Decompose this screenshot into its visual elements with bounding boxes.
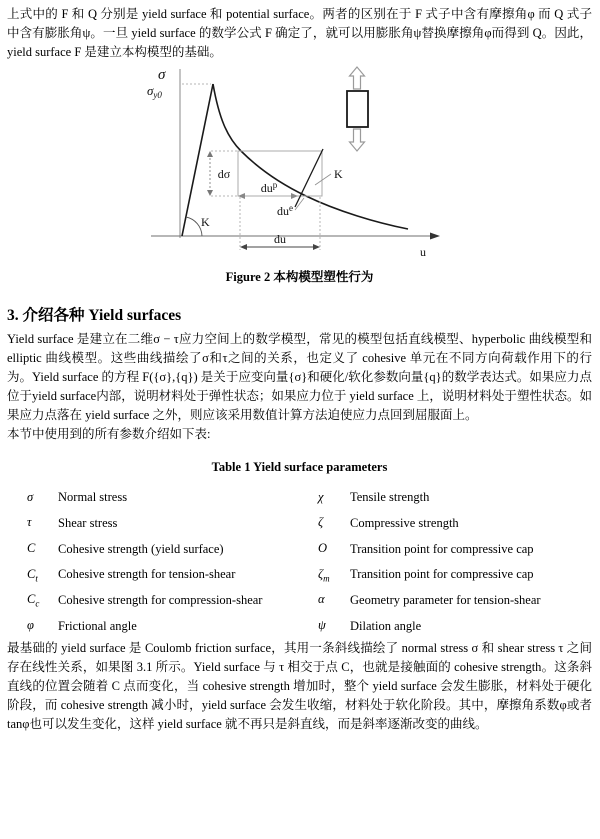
table-row xyxy=(27,536,592,562)
table-row xyxy=(27,613,592,639)
param-desc: Tensile strength xyxy=(350,490,430,505)
tension-down-arrow-icon xyxy=(350,129,365,151)
du-p-arrow-right xyxy=(291,193,298,199)
param-desc: Normal stress xyxy=(58,490,128,505)
param-symbol: $C_t$ xyxy=(27,566,38,584)
paragraph-coulomb: 最基础的 yield surface 是 Coulomb friction surface，其用一条斜线描绘了 normal stress σ 和 shear stress τ 之间存在线性关系，如果图 3.1 所示。Yield surface 与 τ 相交于点 C，也就是接触面的 cohesive strength。这条斜直线的位置会随着 C 点而变化，当 cohesive strength 增加时，整个 yield surface 会发生膨胀，材料处于硬化阶段，而 cohesive strength 减小时，yield surface 会发生收缩，材料处于软化阶段。其中，摩擦角系数φ或者tanφ也可以发生变化，这样 yield surface 就不再只是斜直线，而是斜率逐渐改变的曲线。 xyxy=(7,641,592,732)
du-arrow-right xyxy=(313,244,320,250)
param-symbol: φ xyxy=(27,618,34,633)
param-desc: Frictional angle xyxy=(58,618,137,633)
param-desc: Cohesive strength for compression-shear xyxy=(58,593,263,608)
param-symbol: O xyxy=(318,540,328,555)
table1-parameters xyxy=(7,485,592,639)
figure2-plot xyxy=(115,66,460,264)
table1-title: Table 1 Yield surface parameters xyxy=(211,460,388,474)
table-row xyxy=(27,511,592,537)
x-axis-arrowhead xyxy=(430,233,440,240)
param-desc: Geometry parameter for tension-shear xyxy=(350,593,541,608)
k-unload-label: K xyxy=(334,167,343,181)
param-desc: Shear stress xyxy=(58,516,118,531)
param-desc: Dilation angle xyxy=(350,618,422,633)
d-sigma-arrow-down xyxy=(207,190,213,196)
du-arrow-left xyxy=(240,244,247,250)
k-angle-arc xyxy=(186,217,202,236)
k-origin-label: K xyxy=(201,215,210,229)
du-p-label: $du^p$ xyxy=(260,180,278,195)
figure2 xyxy=(7,66,592,287)
sigma-y0-label: $\sigma_{y0}$ xyxy=(147,83,162,100)
du-label: du xyxy=(274,232,286,246)
table-row xyxy=(27,562,592,588)
table-row xyxy=(27,588,592,614)
param-desc: Cohesive strength for tension-shear xyxy=(58,567,236,582)
elastic-loading-line xyxy=(182,84,213,236)
section-heading: 3. 介绍各种 Yield surfaces xyxy=(7,307,182,324)
paragraph-table-intro: 本节中使用到的所有参数介绍如下表: xyxy=(7,427,211,441)
tension-up-arrow-icon xyxy=(350,67,365,89)
table-row xyxy=(27,485,592,511)
sigma-axis-label: σ xyxy=(158,67,166,83)
param-symbol: σ xyxy=(27,489,34,504)
param-symbol: α xyxy=(318,592,325,607)
param-desc: Compressive strength xyxy=(350,516,459,531)
paragraph-yield-surface: Yield surface 是建立在二维σ − τ应力空间上的数学模型，常见的模型包括直线模型、hyperbolic 曲线模型和 elliptic 曲线模型。这些曲线描绘了σ和τ之间的关系，也定义了 cohesive 单元在不同方向荷载作用下的行为。Yield surface 的方程 F({σ},{q}) 是关于应变向量{σ}和硬化/软化参数向量{q}的数学表达式。如果应力点位于yield surface内部，说明材料处于弹性状态；如果应力位于 yield surface 上，说明材料处于塑性状态。如果应力点落在 yield surface 之外，则应该采用数值计算方法迫使应力点回到屈服面上。 xyxy=(7,332,592,422)
param-symbol: C xyxy=(27,540,36,555)
param-desc: Transition point for compressive cap xyxy=(350,541,534,556)
param-symbol: ψ xyxy=(318,618,326,633)
increment-rectangle xyxy=(238,151,322,196)
d-sigma-label: dσ xyxy=(217,167,231,181)
k-unload-leader-line xyxy=(315,174,331,185)
param-symbol: $\zeta_m$ xyxy=(318,566,330,584)
param-desc: Cohesive strength (yield surface) xyxy=(58,541,224,556)
param-symbol: ζ xyxy=(318,515,324,530)
softening-curve xyxy=(213,84,408,229)
u-axis-label: u xyxy=(420,245,426,259)
d-sigma-arrow-up xyxy=(207,151,213,157)
param-desc: Transition point for compressive cap xyxy=(350,567,534,582)
du-p-arrow-left xyxy=(238,193,245,199)
paragraph-intro: 上式中的 F 和 Q 分别是 yield surface 和 potential surface。两者的区别在于 F 式子中含有摩擦角φ 而 Q 式子中含有膨胀角ψ。一旦 yield surface 的数学公式 F 确定了，就可以用膨胀角ψ替换摩擦角φ而得到 Q。因此，yield surface F 是建立本构模型的基础。 xyxy=(7,7,592,59)
du-e-label: $du^e$ xyxy=(277,203,293,218)
figure2-caption: Figure 2 本构模型塑性行为 xyxy=(225,270,374,284)
specimen-icon xyxy=(347,91,368,127)
param-symbol: τ xyxy=(27,515,32,530)
param-symbol: $C_c$ xyxy=(27,592,40,609)
param-symbol: χ xyxy=(318,489,324,504)
